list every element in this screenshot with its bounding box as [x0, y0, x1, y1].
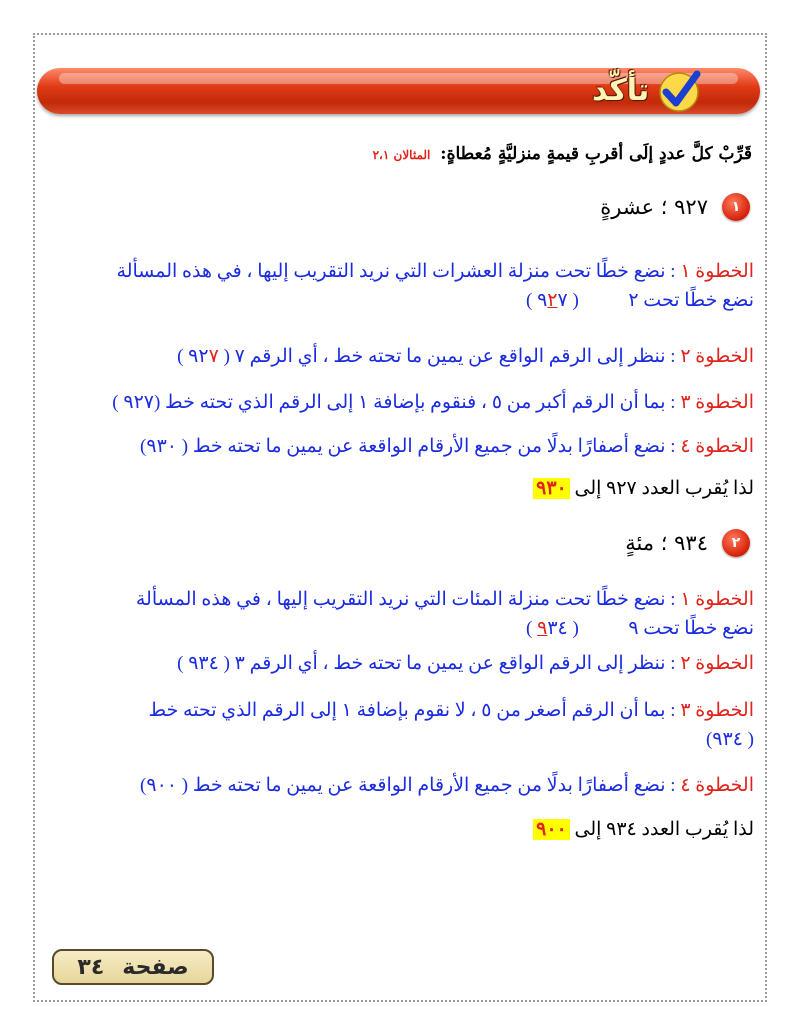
step-label: الخطوة ٢ — [680, 346, 754, 367]
number-close: ٧ ) — [526, 290, 568, 311]
question-2-text: ٩٣٤ ؛ مئةٍ — [625, 531, 708, 555]
answer-highlight: ٩٣٠ — [533, 478, 570, 499]
step-text: : نضع خطًا تحت منزلة العشرات التي نريد التقريب إليها ، في هذه المسألة — [116, 261, 676, 282]
q1-step-3 — [40, 388, 754, 417]
instruction-reference: المثالان ٢،١ — [372, 148, 431, 162]
q2-step-1 — [40, 585, 754, 643]
page-border — [33, 33, 767, 1002]
conclusion-text: لذا يُقرب العدد ٩٣٤ إلى — [574, 819, 754, 840]
step-text: : نضع أصفارًا بدلًا من جميع الأرقام الواقعة عن يمين ما تحته خط ( ٩٠٠) — [140, 775, 676, 796]
step-text: : نضع أصفارًا بدلًا من جميع الأرقام الواقعة عن يمين ما تحته خط ( ٩٣٠) — [140, 436, 676, 457]
q2-step-4 — [40, 771, 754, 800]
step-text-cont: نضع خطًا تحت ٢ — [628, 290, 754, 311]
number-open: ( ٩ — [537, 290, 579, 311]
step-label: الخطوة ١ — [680, 261, 754, 282]
q1-conclusion — [40, 474, 754, 503]
q1-step-2 — [40, 342, 754, 371]
checkmark-icon — [653, 64, 705, 116]
number-open: ( — [572, 618, 579, 639]
step-label: الخطوة ٣ — [680, 392, 754, 413]
instruction-text: قَرِّبْ كلَّ عددٍ إلَى أقربِ قيمةٍ منزليَّةٍ مُعطاةٍ: — [440, 144, 752, 164]
question-number-badge: ١ — [722, 193, 750, 221]
question-number-badge: ٢ — [722, 529, 750, 557]
number-close: ٣٤ ) — [526, 618, 568, 639]
page-number: ٣٤ — [77, 954, 105, 980]
step-text-cont: ( ٩٣٤) — [705, 729, 754, 750]
step-label: الخطوة ٤ — [680, 436, 754, 457]
step-text: : بما أن الرقم أصغر من ٥ ، لا نقوم بإضافة ١ إلى الرقم الذي تحته خط — [148, 700, 676, 721]
step-text: : ننظر إلى الرقم الواقع عن يمين ما تحته خط ، أي الرقم ٣ — [234, 653, 676, 674]
conclusion-text: لذا يُقرب العدد ٩٢٧ إلى — [574, 478, 754, 499]
step-label: الخطوة ٢ — [680, 653, 754, 674]
red-digit: ٧ — [208, 346, 219, 367]
step-label: الخطوة ٣ — [680, 700, 754, 721]
q2-conclusion — [40, 815, 754, 844]
q1-step-4 — [40, 432, 754, 461]
header-label — [592, 64, 762, 116]
instruction — [373, 144, 752, 164]
q2-step-2 — [40, 649, 754, 678]
step-label: الخطوة ١ — [680, 589, 754, 610]
number-paren: ( ٩٣٤ ) — [177, 653, 230, 674]
step-label: الخطوة ٤ — [680, 775, 754, 796]
page-label: صفحة — [122, 954, 189, 980]
header-title: تأكّد — [592, 72, 650, 108]
number-close: ) — [177, 346, 184, 367]
step-text: : نضع خطًا تحت منزلة المئات التي نريد التقريب إليها ، في هذه المسألة — [135, 589, 676, 610]
step-text: : بما أن الرقم أكبر من ٥ ، فنقوم بإضافة ١ إلى الرقم الذي تحته خط (٩٢٧ ) — [112, 392, 676, 413]
question-1-text: ٩٢٧ ؛ عشرةٍ — [600, 195, 708, 219]
number-open: ( ٩٢ — [188, 346, 230, 367]
q2-step-3 — [40, 696, 754, 754]
question-2-header — [625, 529, 750, 557]
underlined-digit: ٢ — [547, 290, 558, 311]
underlined-digit: ٩ — [537, 618, 548, 639]
answer-highlight: ٩٠٠ — [533, 819, 570, 840]
q1-step-1 — [40, 257, 754, 315]
step-text: : ننظر إلى الرقم الواقع عن يمين ما تحته خط ، أي الرقم ٧ — [234, 346, 676, 367]
page-number-box — [52, 949, 214, 985]
question-1-header — [600, 193, 750, 221]
step-text-cont: نضع خطًا تحت ٩ — [628, 618, 754, 639]
